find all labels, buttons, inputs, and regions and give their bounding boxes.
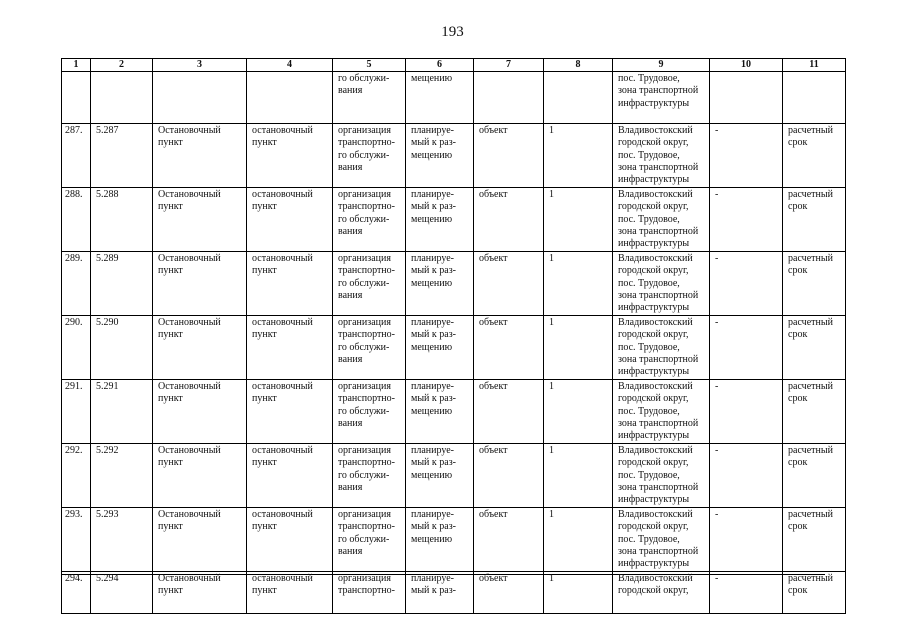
table-cell: организация транспортно- го обслужи- вания — [333, 316, 406, 380]
table-cell: 1 — [544, 572, 613, 614]
column-header: 6 — [406, 59, 474, 72]
table-cell: остановочный пункт — [247, 252, 333, 316]
table-cell: объект — [474, 508, 544, 572]
table-cell: 1 — [544, 252, 613, 316]
table-cell: Владивостокский городской округ, пос. Трудовое, зона транспортной инфраструктуры — [613, 508, 710, 572]
table-cell: 5.287 — [91, 124, 153, 188]
table-cell: 5.294 — [91, 572, 153, 614]
table-cell: Остановочный пункт — [153, 188, 247, 252]
column-header: 7 — [474, 59, 544, 72]
column-header: 4 — [247, 59, 333, 72]
table-cell: Остановочный пункт — [153, 316, 247, 380]
table-cell: Владивостокский городской округ, пос. Трудовое, зона транспортной инфраструктуры — [613, 380, 710, 444]
table-cell: 294. — [62, 572, 91, 614]
table-cell: 290. — [62, 316, 91, 380]
table-cell: 1 — [544, 316, 613, 380]
table-cell: планируе- мый к раз- мещению — [406, 380, 474, 444]
table-cell: 291. — [62, 380, 91, 444]
table-cell: Остановочный пункт — [153, 508, 247, 572]
table-cell: Остановочный пункт — [153, 444, 247, 508]
column-header: 10 — [710, 59, 783, 72]
table-cell: Владивостокский городской округ, пос. Трудовое, зона транспортной инфраструктуры — [613, 188, 710, 252]
column-header: 8 — [544, 59, 613, 72]
table-cell: объект — [474, 380, 544, 444]
table-cell: Владивостокский городской округ, пос. Трудовое, зона транспортной инфраструктуры — [613, 316, 710, 380]
table-cell: планируе- мый к раз- мещению — [406, 508, 474, 572]
table-cell: 5.289 — [91, 252, 153, 316]
table-row — [62, 444, 846, 508]
table-row — [62, 508, 846, 572]
table-cell: организация транспортно- го обслужи- вания — [333, 380, 406, 444]
table-cell: 5.288 — [91, 188, 153, 252]
table-cell: расчетный срок — [783, 380, 846, 444]
table-cell: остановочный пункт — [247, 444, 333, 508]
table-cell: 287. — [62, 124, 91, 188]
table-cell: 288. — [62, 188, 91, 252]
table-cell: остановочный пункт — [247, 572, 333, 614]
table-cell: Остановочный пункт — [153, 252, 247, 316]
table-row — [62, 572, 846, 614]
column-header: 1 — [62, 59, 91, 72]
table-cell: расчетный срок — [783, 444, 846, 508]
table-cell: Остановочный пункт — [153, 124, 247, 188]
table-cell: остановочный пункт — [247, 124, 333, 188]
table-cell: Владивостокский городской округ, пос. Трудовое, зона транспортной инфраструктуры — [613, 252, 710, 316]
table-cell: планируе- мый к раз- мещению — [406, 444, 474, 508]
table-row — [62, 252, 846, 316]
table-cell: - — [710, 572, 783, 614]
table-cell: остановочный пункт — [247, 380, 333, 444]
table-cell: расчетный срок — [783, 316, 846, 380]
table-cell: расчетный срок — [783, 124, 846, 188]
table-cell: организация транспортно- го обслужи- вания — [333, 252, 406, 316]
table-cell: 1 — [544, 124, 613, 188]
table-cell: 1 — [544, 380, 613, 444]
table-cell: организация транспортно- го обслужи- вания — [333, 508, 406, 572]
table-row — [62, 380, 846, 444]
table-row — [62, 188, 846, 252]
column-number-row — [62, 59, 846, 72]
column-header: 3 — [153, 59, 247, 72]
table-cell: Остановочный пункт — [153, 572, 247, 614]
table-cell: - — [710, 252, 783, 316]
table-cell: 5.292 — [91, 444, 153, 508]
table-cell: 1 — [544, 444, 613, 508]
table-cell: - — [710, 380, 783, 444]
table-cell: остановочный пункт — [247, 316, 333, 380]
table-cell: - — [710, 316, 783, 380]
table-cell — [247, 72, 333, 124]
table-row — [62, 124, 846, 188]
table-cell: 293. — [62, 508, 91, 572]
table-container — [61, 58, 833, 597]
table-cell: 5.290 — [91, 316, 153, 380]
page-number: 193 — [441, 24, 464, 40]
table-cell: расчетный срок — [783, 188, 846, 252]
table-cell: 1 — [544, 188, 613, 252]
table-cell: объект — [474, 252, 544, 316]
table-cell: Владивостокский городской округ, пос. Трудовое, зона транспортной инфраструктуры — [613, 124, 710, 188]
table-cell: объект — [474, 444, 544, 508]
table-cell: планируе- мый к раз- мещению — [406, 252, 474, 316]
column-header: 2 — [91, 59, 153, 72]
table-cell: 1 — [544, 508, 613, 572]
table-cell: объект — [474, 124, 544, 188]
table-cell — [783, 72, 846, 124]
table-cell: - — [710, 124, 783, 188]
table-cell: объект — [474, 572, 544, 614]
table-cell: 5.293 — [91, 508, 153, 572]
table-cell: Владивостокский городской округ, пос. Трудовое, зона транспортной инфраструктуры — [613, 444, 710, 508]
table-cell: пос. Трудовое, зона транспортной инфраструктуры — [613, 72, 710, 124]
table-cell: Владивостокский городской округ, — [613, 572, 710, 614]
table-cell — [474, 72, 544, 124]
table-cell: планируе- мый к раз- мещению — [406, 188, 474, 252]
table-cell: организация транспортно- го обслужи- вания — [333, 188, 406, 252]
table-cell: 289. — [62, 252, 91, 316]
table-cell: - — [710, 188, 783, 252]
table-cell: остановочный пункт — [247, 508, 333, 572]
column-header: 9 — [613, 59, 710, 72]
table-cell: организация транспортно- го обслужи- вания — [333, 444, 406, 508]
column-header: 5 — [333, 59, 406, 72]
table-row — [62, 316, 846, 380]
table-cell: - — [710, 444, 783, 508]
table-row-continued — [62, 72, 846, 124]
table-cell: организация транспортно- — [333, 572, 406, 614]
table-cell — [710, 72, 783, 124]
objects-table — [61, 58, 846, 614]
table-cell: мещению — [406, 72, 474, 124]
table-cell — [91, 72, 153, 124]
table-cell: расчетный срок — [783, 572, 846, 614]
table-cell: 5.291 — [91, 380, 153, 444]
table-cell — [153, 72, 247, 124]
table-cell: объект — [474, 316, 544, 380]
table-cell: расчетный срок — [783, 252, 846, 316]
table-cell: остановочный пункт — [247, 188, 333, 252]
table-cell: планируе- мый к раз- мещению — [406, 316, 474, 380]
table-cell: расчетный срок — [783, 508, 846, 572]
table-cell: - — [710, 508, 783, 572]
table-cell: Остановочный пункт — [153, 380, 247, 444]
table-cell: го обслужи- вания — [333, 72, 406, 124]
table-cell — [544, 72, 613, 124]
table-cell: организация транспортно- го обслужи- вания — [333, 124, 406, 188]
column-header: 11 — [783, 59, 846, 72]
table-cell: объект — [474, 188, 544, 252]
table-cell: планируе- мый к раз- — [406, 572, 474, 614]
table-cell: планируе- мый к раз- мещению — [406, 124, 474, 188]
table-cell — [62, 72, 91, 124]
table-cell: 292. — [62, 444, 91, 508]
